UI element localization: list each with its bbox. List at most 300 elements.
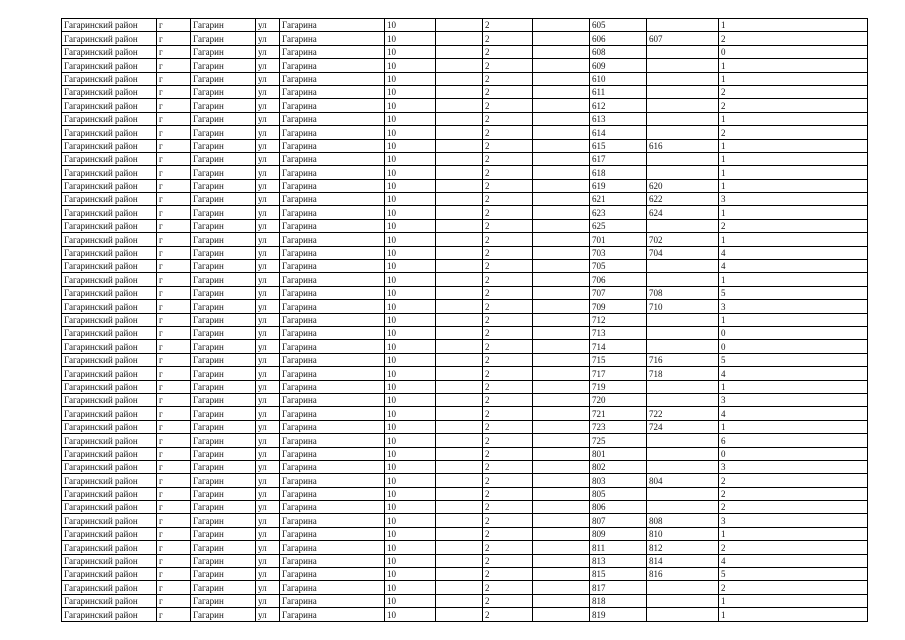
cell-house: 10 bbox=[385, 59, 436, 72]
cell-locality: Гагарин bbox=[191, 45, 256, 58]
cell-count: 2 bbox=[719, 501, 868, 514]
cell-district: Гагаринский район bbox=[62, 72, 157, 85]
cell-building bbox=[436, 126, 483, 139]
cell-locality-type: г bbox=[157, 460, 191, 473]
cell-house: 10 bbox=[385, 126, 436, 139]
cell-district: Гагаринский район bbox=[62, 246, 157, 259]
cell-district: Гагаринский район bbox=[62, 447, 157, 460]
table-row bbox=[62, 581, 868, 594]
cell-section bbox=[533, 527, 590, 540]
table-row bbox=[62, 420, 868, 433]
cell-street: Гагарина bbox=[280, 233, 385, 246]
cell-floor: 2 bbox=[483, 501, 533, 514]
cell-locality: Гагарин bbox=[191, 260, 256, 273]
cell-building bbox=[436, 420, 483, 433]
cell-locality-type: г bbox=[157, 527, 191, 540]
cell-street: Гагарина bbox=[280, 407, 385, 420]
cell-district: Гагаринский район bbox=[62, 273, 157, 286]
cell-street-type: ул bbox=[256, 152, 280, 165]
cell-street-type: ул bbox=[256, 126, 280, 139]
table-row bbox=[62, 447, 868, 460]
cell-locality: Гагарин bbox=[191, 568, 256, 581]
cell-floor: 2 bbox=[483, 527, 533, 540]
cell-count: 1 bbox=[719, 206, 868, 219]
cell-locality-type: г bbox=[157, 19, 191, 32]
cell-room-from: 721 bbox=[590, 407, 647, 420]
cell-street: Гагарина bbox=[280, 286, 385, 299]
cell-street: Гагарина bbox=[280, 554, 385, 567]
cell-locality-type: г bbox=[157, 313, 191, 326]
cell-street-type: ул bbox=[256, 380, 280, 393]
cell-count: 4 bbox=[719, 367, 868, 380]
cell-locality-type: г bbox=[157, 72, 191, 85]
cell-room-from: 802 bbox=[590, 460, 647, 473]
cell-count: 5 bbox=[719, 353, 868, 366]
cell-count: 2 bbox=[719, 99, 868, 112]
cell-locality-type: г bbox=[157, 554, 191, 567]
cell-building bbox=[436, 407, 483, 420]
cell-locality-type: г bbox=[157, 59, 191, 72]
cell-district: Гагаринский район bbox=[62, 326, 157, 339]
cell-room-from: 819 bbox=[590, 608, 647, 621]
cell-floor: 2 bbox=[483, 286, 533, 299]
cell-street: Гагарина bbox=[280, 152, 385, 165]
cell-locality-type: г bbox=[157, 193, 191, 206]
cell-count: 4 bbox=[719, 554, 868, 567]
cell-district: Гагаринский район bbox=[62, 152, 157, 165]
cell-locality: Гагарин bbox=[191, 514, 256, 527]
cell-section bbox=[533, 219, 590, 232]
cell-count: 5 bbox=[719, 568, 868, 581]
cell-street-type: ул bbox=[256, 474, 280, 487]
cell-street-type: ул bbox=[256, 206, 280, 219]
cell-count: 1 bbox=[719, 19, 868, 32]
cell-district: Гагаринский район bbox=[62, 45, 157, 58]
cell-street-type: ул bbox=[256, 527, 280, 540]
cell-locality-type: г bbox=[157, 126, 191, 139]
cell-count: 1 bbox=[719, 139, 868, 152]
cell-locality-type: г bbox=[157, 367, 191, 380]
cell-count: 1 bbox=[719, 59, 868, 72]
table-row bbox=[62, 407, 868, 420]
cell-room-to: 718 bbox=[647, 367, 719, 380]
cell-floor: 2 bbox=[483, 85, 533, 98]
cell-locality-type: г bbox=[157, 608, 191, 621]
cell-locality: Гагарин bbox=[191, 527, 256, 540]
cell-locality-type: г bbox=[157, 99, 191, 112]
cell-floor: 2 bbox=[483, 32, 533, 45]
cell-room-to: 616 bbox=[647, 139, 719, 152]
cell-count: 1 bbox=[719, 166, 868, 179]
cell-house: 10 bbox=[385, 487, 436, 500]
cell-count: 1 bbox=[719, 527, 868, 540]
cell-locality-type: г bbox=[157, 112, 191, 125]
cell-street-type: ул bbox=[256, 193, 280, 206]
cell-building bbox=[436, 380, 483, 393]
cell-count: 1 bbox=[719, 112, 868, 125]
cell-room-to bbox=[647, 19, 719, 32]
cell-district: Гагаринский район bbox=[62, 608, 157, 621]
cell-room-to bbox=[647, 313, 719, 326]
cell-locality: Гагарин bbox=[191, 152, 256, 165]
cell-street: Гагарина bbox=[280, 393, 385, 406]
table-row bbox=[62, 487, 868, 500]
cell-building bbox=[436, 581, 483, 594]
cell-count: 2 bbox=[719, 541, 868, 554]
cell-room-to: 724 bbox=[647, 420, 719, 433]
table-row bbox=[62, 246, 868, 259]
cell-street-type: ул bbox=[256, 72, 280, 85]
cell-floor: 2 bbox=[483, 139, 533, 152]
cell-room-from: 803 bbox=[590, 474, 647, 487]
cell-floor: 2 bbox=[483, 474, 533, 487]
cell-house: 10 bbox=[385, 420, 436, 433]
cell-section bbox=[533, 179, 590, 192]
cell-locality-type: г bbox=[157, 434, 191, 447]
cell-room-to: 624 bbox=[647, 206, 719, 219]
cell-street-type: ул bbox=[256, 59, 280, 72]
cell-street: Гагарина bbox=[280, 380, 385, 393]
cell-street: Гагарина bbox=[280, 474, 385, 487]
cell-count: 2 bbox=[719, 126, 868, 139]
cell-room-to bbox=[647, 85, 719, 98]
cell-room-from: 811 bbox=[590, 541, 647, 554]
cell-district: Гагаринский район bbox=[62, 313, 157, 326]
cell-street-type: ул bbox=[256, 260, 280, 273]
cell-street: Гагарина bbox=[280, 19, 385, 32]
table-row bbox=[62, 313, 868, 326]
cell-count: 4 bbox=[719, 246, 868, 259]
cell-street-type: ул bbox=[256, 179, 280, 192]
cell-section bbox=[533, 554, 590, 567]
cell-building bbox=[436, 313, 483, 326]
cell-street: Гагарина bbox=[280, 193, 385, 206]
cell-building bbox=[436, 393, 483, 406]
cell-floor: 2 bbox=[483, 367, 533, 380]
cell-room-to bbox=[647, 594, 719, 607]
cell-room-to: 716 bbox=[647, 353, 719, 366]
cell-locality-type: г bbox=[157, 233, 191, 246]
cell-district: Гагаринский район bbox=[62, 474, 157, 487]
cell-building bbox=[436, 501, 483, 514]
cell-street-type: ул bbox=[256, 340, 280, 353]
cell-section bbox=[533, 541, 590, 554]
cell-district: Гагаринский район bbox=[62, 594, 157, 607]
cell-section bbox=[533, 45, 590, 58]
cell-street-type: ул bbox=[256, 353, 280, 366]
cell-house: 10 bbox=[385, 219, 436, 232]
cell-section bbox=[533, 32, 590, 45]
cell-street: Гагарина bbox=[280, 273, 385, 286]
cell-floor: 2 bbox=[483, 233, 533, 246]
cell-street: Гагарина bbox=[280, 594, 385, 607]
cell-building bbox=[436, 514, 483, 527]
cell-room-to bbox=[647, 45, 719, 58]
cell-room-from: 807 bbox=[590, 514, 647, 527]
table-row bbox=[62, 273, 868, 286]
cell-street-type: ул bbox=[256, 300, 280, 313]
cell-street-type: ул bbox=[256, 273, 280, 286]
cell-building bbox=[436, 233, 483, 246]
cell-building bbox=[436, 541, 483, 554]
cell-house: 10 bbox=[385, 460, 436, 473]
cell-house: 10 bbox=[385, 527, 436, 540]
cell-floor: 2 bbox=[483, 99, 533, 112]
cell-room-to bbox=[647, 380, 719, 393]
cell-locality: Гагарин bbox=[191, 554, 256, 567]
cell-locality: Гагарин bbox=[191, 340, 256, 353]
cell-count: 1 bbox=[719, 420, 868, 433]
cell-floor: 2 bbox=[483, 300, 533, 313]
cell-floor: 2 bbox=[483, 420, 533, 433]
cell-building bbox=[436, 353, 483, 366]
cell-count: 6 bbox=[719, 434, 868, 447]
cell-floor: 2 bbox=[483, 581, 533, 594]
cell-section bbox=[533, 474, 590, 487]
cell-room-from: 809 bbox=[590, 527, 647, 540]
cell-section bbox=[533, 273, 590, 286]
cell-street-type: ул bbox=[256, 166, 280, 179]
cell-count: 5 bbox=[719, 286, 868, 299]
cell-locality: Гагарин bbox=[191, 126, 256, 139]
cell-locality-type: г bbox=[157, 246, 191, 259]
cell-section bbox=[533, 19, 590, 32]
cell-locality: Гагарин bbox=[191, 380, 256, 393]
cell-section bbox=[533, 193, 590, 206]
cell-street: Гагарина bbox=[280, 460, 385, 473]
cell-room-from: 609 bbox=[590, 59, 647, 72]
table-row bbox=[62, 152, 868, 165]
table-row bbox=[62, 554, 868, 567]
cell-room-from: 717 bbox=[590, 367, 647, 380]
table-body bbox=[62, 19, 868, 622]
cell-house: 10 bbox=[385, 139, 436, 152]
cell-count: 3 bbox=[719, 460, 868, 473]
cell-count: 3 bbox=[719, 300, 868, 313]
cell-street-type: ул bbox=[256, 32, 280, 45]
cell-district: Гагаринский район bbox=[62, 568, 157, 581]
cell-floor: 2 bbox=[483, 126, 533, 139]
cell-locality: Гагарин bbox=[191, 179, 256, 192]
cell-room-to: 702 bbox=[647, 233, 719, 246]
cell-floor: 2 bbox=[483, 219, 533, 232]
cell-street-type: ул bbox=[256, 219, 280, 232]
cell-building bbox=[436, 139, 483, 152]
cell-room-to: 808 bbox=[647, 514, 719, 527]
cell-locality-type: г bbox=[157, 393, 191, 406]
cell-section bbox=[533, 206, 590, 219]
cell-section bbox=[533, 460, 590, 473]
cell-room-to bbox=[647, 166, 719, 179]
cell-street-type: ул bbox=[256, 139, 280, 152]
cell-street: Гагарина bbox=[280, 514, 385, 527]
cell-count: 0 bbox=[719, 326, 868, 339]
cell-district: Гагаринский район bbox=[62, 19, 157, 32]
cell-count: 2 bbox=[719, 32, 868, 45]
cell-street-type: ул bbox=[256, 568, 280, 581]
cell-house: 10 bbox=[385, 581, 436, 594]
cell-building bbox=[436, 193, 483, 206]
cell-street-type: ул bbox=[256, 99, 280, 112]
cell-room-to bbox=[647, 393, 719, 406]
cell-house: 10 bbox=[385, 326, 436, 339]
cell-count: 2 bbox=[719, 474, 868, 487]
cell-locality-type: г bbox=[157, 581, 191, 594]
cell-floor: 2 bbox=[483, 166, 533, 179]
cell-building bbox=[436, 273, 483, 286]
cell-room-from: 720 bbox=[590, 393, 647, 406]
cell-locality: Гагарин bbox=[191, 313, 256, 326]
cell-section bbox=[533, 286, 590, 299]
cell-section bbox=[533, 326, 590, 339]
cell-district: Гагаринский район bbox=[62, 112, 157, 125]
cell-house: 10 bbox=[385, 514, 436, 527]
cell-house: 10 bbox=[385, 474, 436, 487]
cell-building bbox=[436, 85, 483, 98]
cell-building bbox=[436, 340, 483, 353]
cell-locality-type: г bbox=[157, 45, 191, 58]
cell-building bbox=[436, 260, 483, 273]
cell-floor: 2 bbox=[483, 541, 533, 554]
cell-section bbox=[533, 166, 590, 179]
cell-floor: 2 bbox=[483, 246, 533, 259]
cell-street: Гагарина bbox=[280, 45, 385, 58]
cell-room-from: 725 bbox=[590, 434, 647, 447]
cell-room-from: 610 bbox=[590, 72, 647, 85]
cell-street: Гагарина bbox=[280, 32, 385, 45]
table-row bbox=[62, 179, 868, 192]
cell-district: Гагаринский район bbox=[62, 554, 157, 567]
cell-locality-type: г bbox=[157, 85, 191, 98]
cell-room-to: 620 bbox=[647, 179, 719, 192]
cell-street: Гагарина bbox=[280, 72, 385, 85]
cell-building bbox=[436, 594, 483, 607]
cell-street: Гагарина bbox=[280, 260, 385, 273]
cell-room-to: 704 bbox=[647, 246, 719, 259]
cell-floor: 2 bbox=[483, 313, 533, 326]
cell-room-to bbox=[647, 219, 719, 232]
cell-floor: 2 bbox=[483, 434, 533, 447]
table-row bbox=[62, 460, 868, 473]
cell-street-type: ул bbox=[256, 541, 280, 554]
cell-room-from: 618 bbox=[590, 166, 647, 179]
cell-room-to bbox=[647, 126, 719, 139]
cell-section bbox=[533, 487, 590, 500]
table-row bbox=[62, 45, 868, 58]
cell-locality-type: г bbox=[157, 380, 191, 393]
table-row bbox=[62, 594, 868, 607]
cell-room-to bbox=[647, 59, 719, 72]
cell-room-to: 814 bbox=[647, 554, 719, 567]
cell-street-type: ул bbox=[256, 246, 280, 259]
cell-district: Гагаринский район bbox=[62, 380, 157, 393]
cell-house: 10 bbox=[385, 112, 436, 125]
cell-room-to: 804 bbox=[647, 474, 719, 487]
cell-locality: Гагарин bbox=[191, 407, 256, 420]
cell-street: Гагарина bbox=[280, 246, 385, 259]
cell-floor: 2 bbox=[483, 273, 533, 286]
cell-locality-type: г bbox=[157, 300, 191, 313]
cell-locality-type: г bbox=[157, 568, 191, 581]
cell-room-to: 708 bbox=[647, 286, 719, 299]
cell-locality: Гагарин bbox=[191, 434, 256, 447]
cell-building bbox=[436, 554, 483, 567]
table-row bbox=[62, 286, 868, 299]
cell-locality: Гагарин bbox=[191, 487, 256, 500]
cell-district: Гагаринский район bbox=[62, 581, 157, 594]
cell-district: Гагаринский район bbox=[62, 206, 157, 219]
cell-locality: Гагарин bbox=[191, 326, 256, 339]
cell-room-from: 615 bbox=[590, 139, 647, 152]
cell-room-from: 617 bbox=[590, 152, 647, 165]
cell-section bbox=[533, 434, 590, 447]
cell-district: Гагаринский район bbox=[62, 340, 157, 353]
cell-house: 10 bbox=[385, 273, 436, 286]
cell-room-from: 605 bbox=[590, 19, 647, 32]
cell-house: 10 bbox=[385, 407, 436, 420]
cell-street-type: ул bbox=[256, 233, 280, 246]
cell-street-type: ул bbox=[256, 326, 280, 339]
cell-street: Гагарина bbox=[280, 527, 385, 540]
cell-locality: Гагарин bbox=[191, 233, 256, 246]
cell-building bbox=[436, 326, 483, 339]
cell-room-from: 713 bbox=[590, 326, 647, 339]
cell-locality: Гагарин bbox=[191, 72, 256, 85]
cell-house: 10 bbox=[385, 380, 436, 393]
cell-house: 10 bbox=[385, 45, 436, 58]
cell-room-to bbox=[647, 608, 719, 621]
cell-locality-type: г bbox=[157, 407, 191, 420]
cell-locality-type: г bbox=[157, 219, 191, 232]
cell-locality: Гагарин bbox=[191, 166, 256, 179]
cell-district: Гагаринский район bbox=[62, 85, 157, 98]
table-row bbox=[62, 541, 868, 554]
cell-section bbox=[533, 594, 590, 607]
cell-room-to bbox=[647, 112, 719, 125]
cell-street: Гагарина bbox=[280, 541, 385, 554]
cell-room-from: 621 bbox=[590, 193, 647, 206]
cell-district: Гагаринский район bbox=[62, 179, 157, 192]
cell-house: 10 bbox=[385, 608, 436, 621]
table-row bbox=[62, 260, 868, 273]
cell-building bbox=[436, 59, 483, 72]
cell-floor: 2 bbox=[483, 206, 533, 219]
cell-floor: 2 bbox=[483, 608, 533, 621]
cell-street: Гагарина bbox=[280, 353, 385, 366]
cell-street-type: ул bbox=[256, 447, 280, 460]
cell-street-type: ул bbox=[256, 407, 280, 420]
cell-locality-type: г bbox=[157, 139, 191, 152]
cell-count: 1 bbox=[719, 380, 868, 393]
cell-locality-type: г bbox=[157, 206, 191, 219]
table-row bbox=[62, 219, 868, 232]
cell-section bbox=[533, 246, 590, 259]
cell-room-from: 613 bbox=[590, 112, 647, 125]
cell-count: 1 bbox=[719, 273, 868, 286]
cell-room-from: 805 bbox=[590, 487, 647, 500]
cell-locality-type: г bbox=[157, 487, 191, 500]
cell-floor: 2 bbox=[483, 353, 533, 366]
cell-locality: Гагарин bbox=[191, 581, 256, 594]
cell-building bbox=[436, 447, 483, 460]
cell-house: 10 bbox=[385, 353, 436, 366]
cell-building bbox=[436, 219, 483, 232]
cell-house: 10 bbox=[385, 32, 436, 45]
cell-room-to bbox=[647, 326, 719, 339]
cell-locality: Гагарин bbox=[191, 393, 256, 406]
cell-count: 1 bbox=[719, 72, 868, 85]
cell-street: Гагарина bbox=[280, 420, 385, 433]
